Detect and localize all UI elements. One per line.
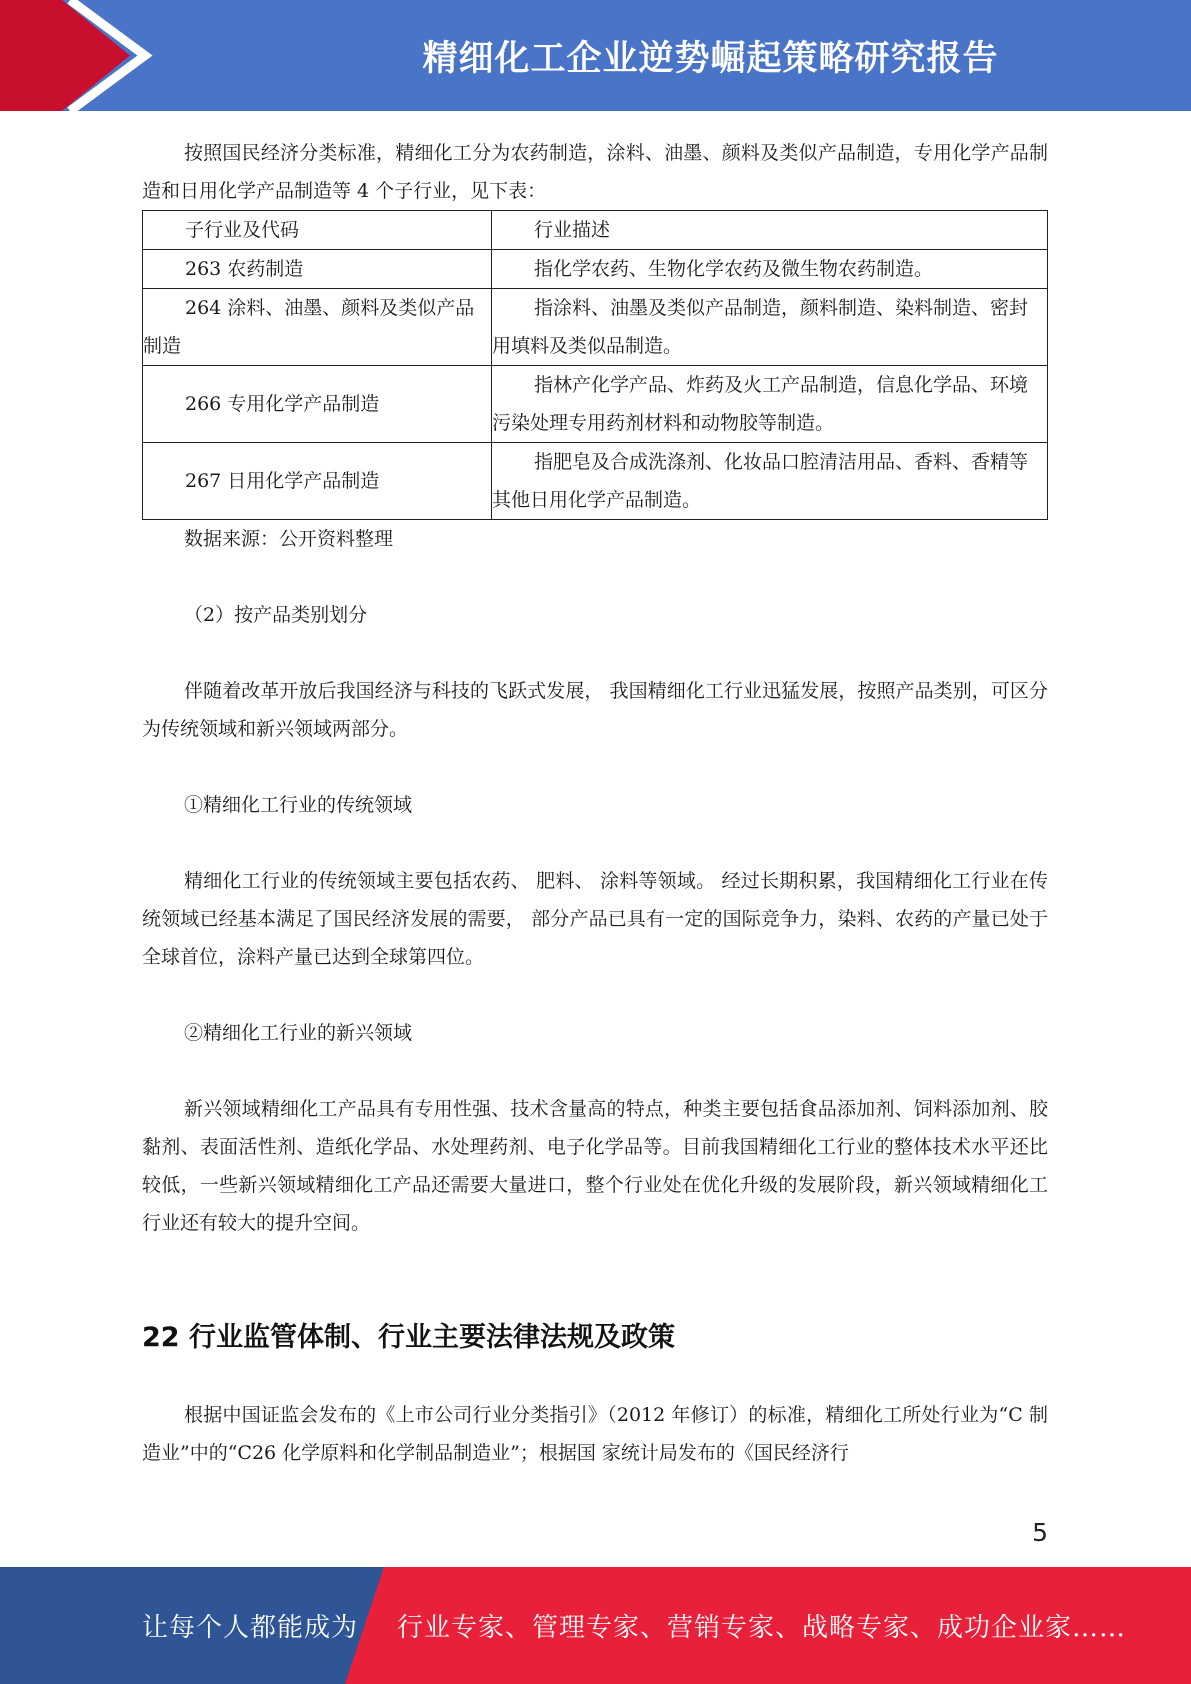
section-2-heading: （2）按产品类别划分: [184, 604, 368, 626]
report-title: 精细化工企业逆势崛起策略研究报告: [422, 38, 999, 79]
table-cell-code: 267 日用化学产品制造: [143, 443, 492, 520]
footer-slogan-right: 行业专家、管理专家、营销专家、战略专家、成功企业家……: [397, 1613, 1127, 1643]
table-header-row: [143, 211, 1048, 250]
table-row: [143, 443, 1048, 520]
page-content: [142, 134, 1048, 1472]
table-header-cell: 子行业及代码: [143, 211, 492, 250]
subindustry-table: [142, 210, 1048, 520]
table-row: [143, 366, 1048, 443]
table-row: [143, 289, 1048, 366]
traditional-domain-paragraph: 精细化工行业的传统领域主要包括农药、 肥料、 涂料等领域。 经过长期积累，我国精细化工行业在传统领域已经基本满足了国民经济发展的需要， 部分产品已具有一定的国际竞争力，染料、农药的产量已处于全球首位，涂料产量已达到全球第四位。: [142, 870, 1048, 968]
emerging-domain-paragraph: 新兴领域精细化工产品具有专用性强、技术含量高的特点，种类主要包括食品添加剂、饲料添加剂、胶黏剂、表面活性剂、造纸化学品、水处理药剂、电子化学品等。目前我国精细化工行业的整体技术水平还比较低，一些新兴领域精细化工产品还需要大量进口，整个行业处在优化升级的发展阶段，新兴领域精细化工行业还有较大的提升空间。: [142, 1098, 1048, 1234]
section-22-title: 22 行业监管体制、行业主要法律法规及政策: [142, 1322, 675, 1353]
footer-slogan-left: 让每个人都能成为: [142, 1613, 359, 1643]
emerging-domain-heading: ②精细化工行业的新兴领域: [184, 1022, 413, 1044]
page-number: 5: [1032, 1518, 1048, 1547]
table-header-cell: 行业描述: [492, 211, 1048, 250]
table-cell-code: 264 涂料、油墨、颜料及类似产品制造: [143, 289, 492, 366]
table-cell-desc: 指涂料、油墨及类似产品制造，颜料制造、染料制造、密封用填料及类似品制造。: [492, 289, 1048, 366]
footer-banner: [0, 1567, 1191, 1684]
traditional-domain-heading: ①精细化工行业的传统领域: [184, 794, 413, 816]
table-cell-desc: 指化学农药、生物化学农药及微生物农药制造。: [492, 250, 1048, 289]
data-source-note: 数据来源：公开资料整理: [184, 528, 394, 550]
table-row: [143, 250, 1048, 289]
table-cell-code: 263 农药制造: [143, 250, 492, 289]
header-banner: [0, 0, 1191, 111]
section-2-paragraph: 伴随着改革开放后我国经济与科技的飞跃式发展， 我国精细化工行业迅猛发展，按照产品类别，可区分为传统领域和新兴领域两部分。: [142, 680, 1048, 740]
section-22-paragraph: 根据中国证监会发布的《上市公司行业分类指引》（2012 年修订）的标准，精细化工所处行业为“C 制造业”中的“C26 化学原料和化学制品制造业”；根据国 家统计局发布的《国民经济行: [142, 1404, 1048, 1464]
table-cell-desc: 指林产化学产品、炸药及火工产品制造，信息化学品、环境污染处理专用药剂材料和动物胶等制造。: [492, 366, 1048, 443]
table-cell-code: 266 专用化学产品制造: [143, 366, 492, 443]
header-arrow-decoration: [0, 0, 260, 111]
table-cell-desc: 指肥皂及合成洗涤剂、化妆品口腔清洁用品、香料、香精等其他日用化学产品制造。: [492, 443, 1048, 520]
intro-paragraph: 按照国民经济分类标准，精细化工分为农药制造，涂料、油墨、颜料及类似产品制造，专用化学产品制造和日用化学产品制造等 4 个子行业，见下表：: [142, 142, 1048, 202]
